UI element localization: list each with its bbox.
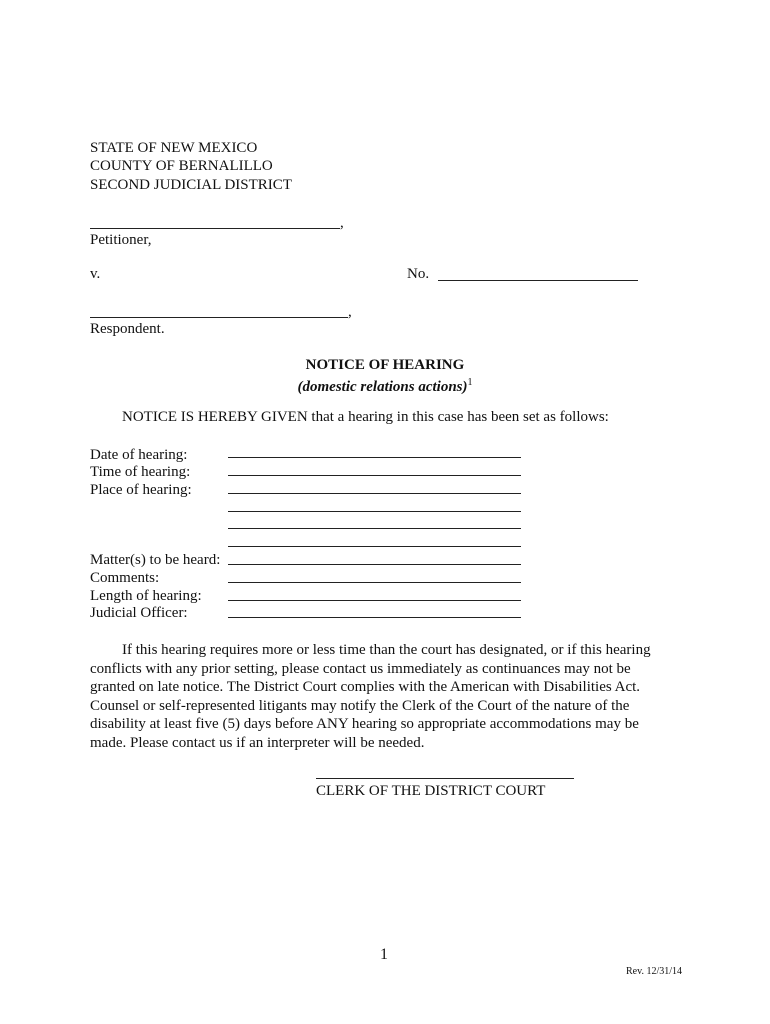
- case-number-field[interactable]: [438, 280, 638, 281]
- respondent-label: Respondent.: [90, 321, 165, 337]
- time-of-hearing-label: Time of hearing:: [90, 464, 191, 480]
- notice-intro: NOTICE IS HEREBY GIVEN that a hearing in this case has been set as follows:: [122, 409, 609, 425]
- page-number: 1: [380, 946, 388, 963]
- comments-field[interactable]: [228, 582, 521, 583]
- place-of-hearing-field[interactable]: [228, 493, 521, 494]
- court-state: STATE OF NEW MEXICO: [90, 140, 258, 156]
- court-county: COUNTY OF BERNALILLO: [90, 158, 273, 174]
- clerk-signature-label: CLERK OF THE DISTRICT COURT: [316, 783, 546, 799]
- place-of-hearing-label: Place of hearing:: [90, 482, 192, 498]
- length-of-hearing-label: Length of hearing:: [90, 588, 202, 604]
- judicial-officer-field[interactable]: [228, 617, 521, 618]
- petitioner-label: Petitioner,: [90, 232, 152, 248]
- notice-body-text: If this hearing requires more or less time than the court has designated, or if this hearing conflicts with any prior setting, please contact us immediately as continuances may not be granted on late notice. The District Court complies with the American with Disabilities Act. Counsel or self-represented litigants may notify the Clerk of the Court of the nature of the disability at least five (5) days before ANY hearing so appropriate accommodations may be made. Please contact us if an interpreter will be needed.: [90, 642, 651, 751]
- date-of-hearing-field[interactable]: [228, 457, 521, 458]
- matters-label: Matter(s) to be heard:: [90, 552, 221, 568]
- case-number-label: No.: [407, 266, 430, 282]
- clerk-signature-line[interactable]: [316, 778, 574, 779]
- place-of-hearing-field-line-2[interactable]: [228, 511, 521, 512]
- petitioner-name-field[interactable]: [90, 228, 340, 229]
- notice-body: [90, 641, 660, 753]
- place-of-hearing-field-line-3[interactable]: [228, 528, 521, 529]
- court-district: SECOND JUDICIAL DISTRICT: [90, 177, 292, 193]
- notice-title: NOTICE OF HEARING: [305, 357, 465, 373]
- place-of-hearing-field-line-4[interactable]: [228, 546, 521, 547]
- comments-label: Comments:: [90, 570, 160, 586]
- versus-label: v.: [90, 266, 101, 282]
- time-of-hearing-field[interactable]: [228, 475, 521, 476]
- respondent-comma: ,: [348, 304, 352, 320]
- judicial-officer-label: Judicial Officer:: [90, 605, 188, 621]
- matters-field[interactable]: [228, 564, 521, 565]
- notice-subtitle-wrap: [0, 374, 770, 396]
- respondent-name-field[interactable]: [90, 317, 348, 318]
- length-of-hearing-field[interactable]: [228, 600, 521, 601]
- petitioner-comma: ,: [340, 215, 344, 231]
- notice-subtitle: (domestic relations actions): [297, 379, 468, 395]
- footnote-marker: 1: [467, 377, 473, 388]
- revision-date: Rev. 12/31/14: [626, 966, 683, 977]
- date-of-hearing-label: Date of hearing:: [90, 447, 188, 463]
